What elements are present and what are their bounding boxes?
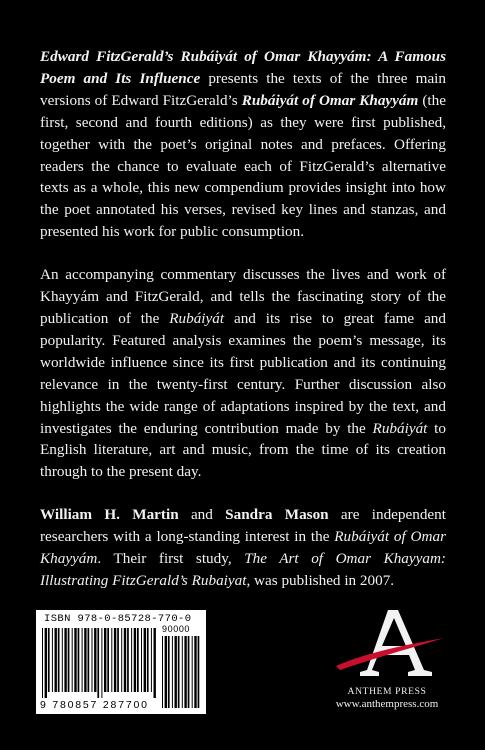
barcode-bar <box>141 628 142 692</box>
publisher-url: www.anthempress.com <box>335 698 439 710</box>
barcode-bar <box>55 628 57 692</box>
barcode-bar <box>97 628 99 698</box>
barcode-bar <box>134 628 136 692</box>
barcode-addon-digits: 90000 <box>162 624 191 634</box>
blurb-text: An accompanying commentary discusses the lives and work of Khayyám and FitzGerald, and tells the fascinating story of the publication of the <box>40 266 446 327</box>
barcode-bar <box>48 628 50 692</box>
barcode-bar <box>165 636 167 708</box>
blurb-paragraph-commentary <box>40 264 446 483</box>
blurb-text: and <box>178 506 226 524</box>
barcode-bar <box>88 628 90 692</box>
barcode-bar <box>117 628 119 692</box>
isbn-barcode <box>36 610 206 714</box>
barcode-bar <box>114 628 116 692</box>
barcode-bar <box>94 628 96 692</box>
logo-swoosh <box>336 638 444 670</box>
barcode-bar <box>154 628 156 698</box>
barcode-bar <box>84 628 86 692</box>
blurb-text: . Their first study, <box>97 550 245 568</box>
barcode-bar <box>131 628 132 692</box>
barcode-bar <box>121 628 122 692</box>
barcode-bar <box>92 628 93 692</box>
barcode-bar <box>74 628 76 692</box>
barcode-bar <box>182 636 183 708</box>
book-title: Edward FitzGerald’s Rubáiyát of Omar Khayyám: A Famous Poem and Its Influence <box>40 48 446 87</box>
blurb-text: (the first, second and fourth editions) as they were first published, together with the poet’s original notes and prefaces. Offering readers the chance to evaluate each of FitzGerald’s alternative texts as a whole, this new compendium provides insight into how the poet annotated his verses, revised key lines and stanzas, and presented his work for public consumption. <box>40 91 446 241</box>
barcode-bar <box>192 636 193 708</box>
barcode-bar <box>184 636 186 708</box>
barcode-bar <box>178 636 180 708</box>
barcode-bar <box>127 628 129 692</box>
barcode-bar <box>172 636 173 708</box>
poem-title: Rubáiyát of Omar Khayyám <box>241 91 419 109</box>
barcode-bar <box>52 628 53 692</box>
barcode-bar <box>144 628 146 692</box>
barcode-bar <box>45 628 47 698</box>
barcode-bar <box>147 628 149 692</box>
barcode-bar <box>175 636 177 708</box>
barcode-bar <box>111 628 112 692</box>
barcode-bar <box>58 628 60 692</box>
barcode-bar <box>62 628 63 692</box>
barcode-bar <box>137 628 139 692</box>
barcode-bar <box>107 628 109 692</box>
poem-title: Rubáiyát <box>372 419 428 437</box>
blurb-text: and its rise to great fame and popularity. Featured analysis examines the poem’s message, its worldwide influence since its first publication and its continuing relevance in the twenty-first century. Further discussion also highlights the wide range of adaptations inspired by the text, and investigates the enduring contribution made by the <box>40 309 446 437</box>
poem-title: Rubáiyát of Omar Khayyám <box>40 528 446 568</box>
poem-title: Rubáiyát <box>169 309 225 327</box>
isbn-label: ISBN 978-0-85728-770-0 <box>44 613 192 625</box>
blurb-paragraph-authors <box>40 504 446 592</box>
author-name: William H. Martin <box>40 506 179 524</box>
blurb-text: , was published in 2007. <box>246 571 395 589</box>
barcode-bar <box>198 636 200 708</box>
blurb <box>40 46 446 613</box>
author-name: Sandra Mason <box>225 506 329 524</box>
barcode-bar <box>82 628 83 692</box>
barcode-bar <box>188 636 190 708</box>
previous-book-title: The Art of Omar Khayyam: Illustrating FitzGerald’s Rubaiyat <box>40 550 446 589</box>
blurb-text: to English literature, art and music, from the time of its creation through to the present day. <box>40 419 446 481</box>
ean-digits: 9 780857 287700 <box>40 699 149 711</box>
blurb-paragraph-description <box>40 46 446 243</box>
barcode-addon-bars <box>162 636 202 708</box>
barcode-bar <box>78 628 80 692</box>
barcode-bar <box>104 628 106 692</box>
anthem-a-logo-icon <box>328 608 448 680</box>
barcode-bar <box>72 628 73 692</box>
barcode-bar <box>68 628 70 692</box>
publisher-name: ANTHEM PRESS <box>347 686 427 697</box>
blurb-text: presents the texts of the three main versions of Edward FitzGerald’s <box>40 69 446 109</box>
barcode-bar <box>194 636 196 708</box>
barcode-bars <box>42 628 156 698</box>
barcode-bar <box>124 628 126 692</box>
barcode-bar <box>162 636 163 708</box>
barcode-bar <box>151 628 152 692</box>
barcode-bar <box>64 628 66 692</box>
barcode-bar <box>101 628 102 698</box>
barcode-bar <box>42 628 43 698</box>
barcode-bar <box>168 636 170 708</box>
blurb-text: are independent researchers with a long-standing interest in the <box>40 506 446 546</box>
